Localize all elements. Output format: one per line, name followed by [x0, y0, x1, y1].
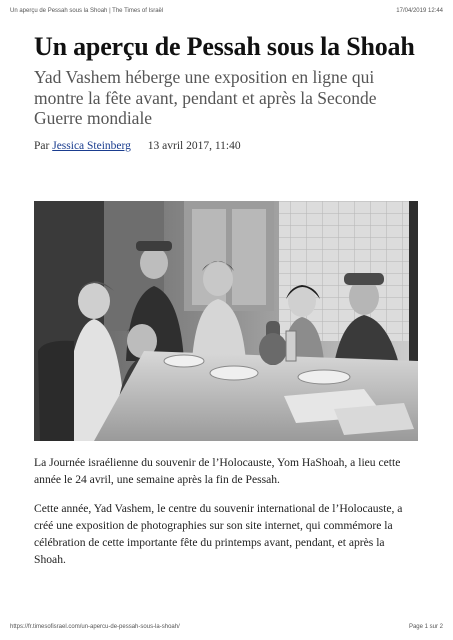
print-header [10, 8, 443, 18]
article-headline: Un aperçu de Pessah sous la Shoah [34, 32, 415, 61]
article-date: 13 avril 2017, 11:40 [147, 139, 241, 152]
article-paragraph-2: Cette année, Yad Vashem, le centre du souvenir international de l’Holocauste, a créé une exposition de photographies sur son site internet, qui commémore la célébration de cette importante fête du printemps avant, pendant, et après la Shoah. [34, 502, 403, 566]
byline-prefix: Par [34, 139, 50, 152]
article-header [34, 32, 424, 153]
byline [34, 139, 424, 153]
article-paragraph-1: La Journée israélienne du souvenir de l’Holocauste, Yom HaShoah, a lieu cette année le 24 avril, une semaine après la fin de Pessah. [34, 456, 401, 486]
article-photo [34, 201, 418, 441]
print-footer-url: https://fr.timesofisrael.com/un-apercu-de-pessah-sous-la-shoah/ [10, 624, 180, 630]
print-header-datetime: 17/04/2019 12:44 [396, 8, 443, 14]
print-footer [10, 624, 443, 634]
article-subtitle: Yad Vashem héberge une exposition en ligne qui montre la fête avant, pendant et après la Seconde Guerre mondiale [34, 67, 377, 128]
print-footer-page-number: Page 1 sur 2 [408, 624, 443, 630]
family-seder-photo [34, 201, 418, 441]
print-header-title: Un aperçu de Pessah sous la Shoah | The Times of Israël [10, 8, 164, 14]
author-link[interactable]: Jessica Steinberg [52, 139, 131, 152]
article-body [34, 454, 418, 580]
